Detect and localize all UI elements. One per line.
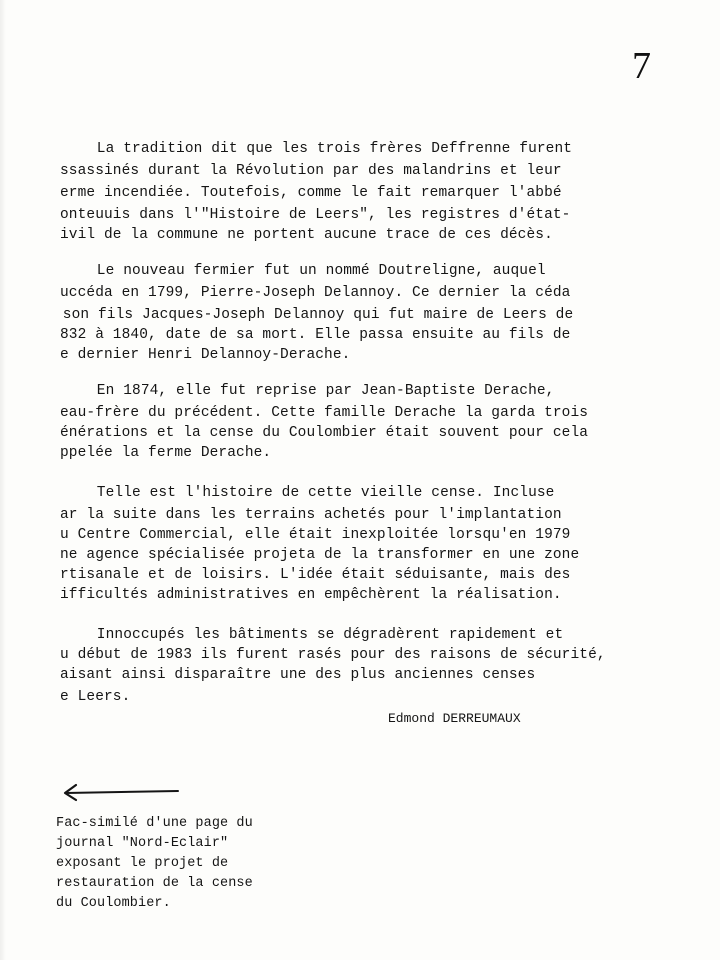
text-line: aisant ainsi disparaître une des plus anciennes censes: [60, 667, 536, 683]
text-line: ssassinés durant la Révolution par des malandrins et leur: [60, 163, 562, 179]
text-line: Le nouveau fermier fut un nommé Doutreligne, auquel: [44, 263, 546, 279]
text-line: La tradition dit que les trois frères Deffrenne furent: [44, 141, 573, 157]
text-line: ar la suite dans les terrains achetés pour l'implantation: [60, 507, 562, 523]
text-line: En 1874, elle fut reprise par Jean-Baptiste Derache,: [44, 383, 555, 399]
text-line: u Centre Commercial, elle était inexploitée lorsqu'en 1979: [60, 527, 571, 543]
text-line: ifficultés administratives en empêchèrent la réalisation.: [60, 587, 562, 603]
text-line: 832 à 1840, date de sa mort. Elle passa ensuite au fils de: [60, 327, 571, 343]
author-signature: Edmond DERREUMAUX: [388, 711, 521, 726]
text-line: e Leers.: [60, 689, 131, 705]
text-line: u début de 1983 ils furent rasés pour des raisons de sécurité,: [60, 647, 606, 663]
text-line: Telle est l'histoire de cette vieille cense. Incluse: [44, 485, 555, 501]
page-number: 7: [632, 45, 651, 87]
left-arrow-icon: [60, 780, 184, 804]
caption-line: exposant le projet de: [56, 856, 229, 871]
caption-line: Fac-similé d'une page du: [56, 816, 253, 831]
text-line: uccéda en 1799, Pierre-Joseph Delannoy. Ce dernier la céda: [60, 285, 571, 301]
text-line: son fils Jacques-Joseph Delannoy qui fut maire de Leers de: [54, 307, 574, 323]
text-line: ppelée la ferme Derache.: [60, 445, 272, 461]
text-line: eau-frère du précédent. Cette famille Derache la garda trois: [60, 405, 589, 421]
text-line: ne agence spécialisée projeta de la transformer en une zone: [60, 547, 580, 563]
scan-edge-shadow: [0, 0, 6, 960]
caption-line: du Coulombier.: [56, 896, 171, 911]
caption-line: restauration de la cense: [56, 876, 253, 891]
text-line: rtisanale et de loisirs. L'idée était séduisante, mais des: [60, 567, 571, 583]
text-line: onteuuis dans l'"Histoire de Leers", les registres d'état-: [60, 207, 571, 223]
caption-line: journal "Nord-Eclair": [56, 836, 229, 851]
text-line: e dernier Henri Delannoy-Derache.: [60, 347, 351, 363]
text-line: Innoccupés les bâtiments se dégradèrent rapidement et: [44, 627, 564, 643]
text-line: ivil de la commune ne portent aucune trace de ces décès.: [60, 227, 553, 243]
text-line: énérations et la cense du Coulombier était souvent pour cela: [60, 425, 589, 441]
text-line: erme incendiée. Toutefois, comme le fait remarquer l'abbé: [60, 185, 562, 201]
